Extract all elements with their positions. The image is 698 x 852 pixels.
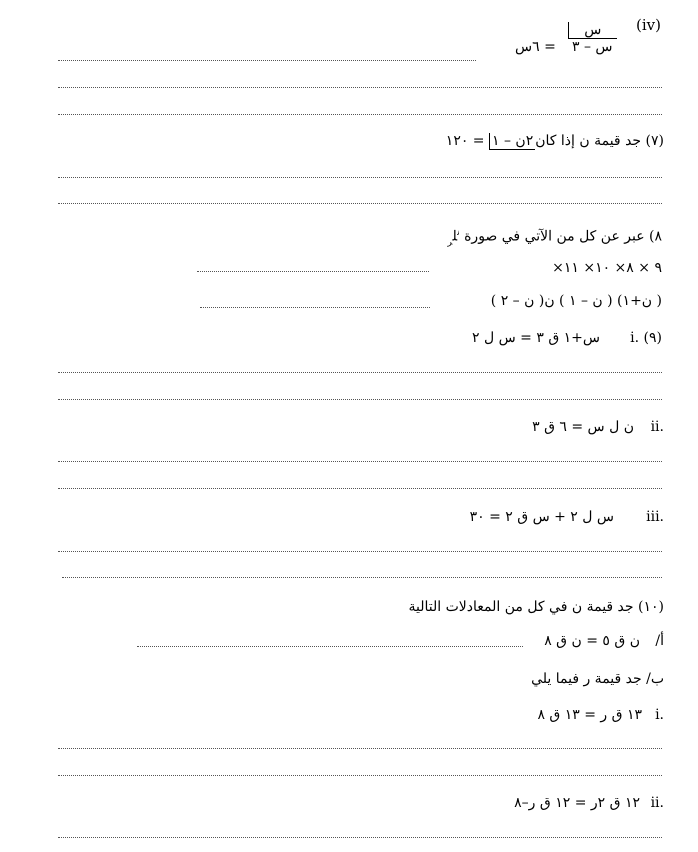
q8-form-main: ل xyxy=(452,228,458,245)
q8-item1: ٩ × ٨× ١٠× ١١× xyxy=(552,260,662,276)
answer-line[interactable] xyxy=(58,488,662,489)
answer-line[interactable] xyxy=(58,748,662,749)
q9-ii-expr: ن ل س = ٦ ق ٣ xyxy=(532,419,634,435)
q8-item2: ( ن+١) ( ن – ١ ) ن( ن – ٢ ) xyxy=(490,293,662,309)
q9-i-expr: س+١ ق ٣ = س ل ٢ xyxy=(472,330,600,346)
answer-line[interactable] xyxy=(58,372,662,373)
q10-i-label: .i xyxy=(655,707,664,723)
q9-ii-label: .ii xyxy=(650,419,664,435)
q-iv-label: (iv) xyxy=(636,16,661,34)
answer-line[interactable] xyxy=(58,837,662,838)
q8-title xyxy=(400,224,662,251)
q-iv-numerator: س xyxy=(568,22,617,39)
answer-line[interactable] xyxy=(62,577,662,578)
q7-expr: ٢ن – ١ xyxy=(489,133,535,150)
q10-i-expr: ١٣ ق ر = ١٣ ق ٨ xyxy=(537,707,642,723)
q7-text: (٧) جد قيمة ن إذا كان xyxy=(535,133,664,149)
answer-line[interactable] xyxy=(58,399,662,400)
q7-rhs: = ١٢٠ xyxy=(445,133,485,149)
q10-ii-expr: ١٢ ق ٢ر = ١٢ ق ر–٨ xyxy=(514,795,640,811)
q8-form-sub: ر xyxy=(447,237,453,248)
answer-line[interactable] xyxy=(58,775,662,776)
q8-text: ٨) عبر عن كل من الآتي في صورة xyxy=(464,228,662,245)
q10-a-expr: ن ق ٥ = ن ق ٨ xyxy=(544,633,640,649)
answer-line[interactable] xyxy=(137,646,523,647)
answer-line[interactable] xyxy=(58,60,476,61)
q10-a-label: أ/ xyxy=(655,633,664,649)
q9-iii-expr: س ل ٢ + س ق ٢ = ٣٠ xyxy=(469,509,614,525)
q10-ii-label: .ii xyxy=(650,795,664,811)
q-iv-rhs: = ٦س xyxy=(515,39,556,55)
answer-line[interactable] xyxy=(58,87,662,88)
answer-line[interactable] xyxy=(197,271,429,272)
q9-i-label: (٩) .i xyxy=(630,330,662,346)
q10-text: (١٠) جد قيمة ن في كل من المعادلات التالية xyxy=(408,599,664,615)
answer-line[interactable] xyxy=(58,114,662,115)
q-iv-fraction xyxy=(568,22,617,55)
q7-line xyxy=(432,132,664,150)
answer-line[interactable] xyxy=(200,307,430,308)
q8-form-sup: ن xyxy=(457,228,460,238)
q-iv-denominator: س – ٣ xyxy=(572,39,613,55)
q9-iii-label: .iii xyxy=(646,509,664,525)
answer-line[interactable] xyxy=(58,203,662,204)
answer-line[interactable] xyxy=(58,461,662,462)
answer-line[interactable] xyxy=(58,177,662,178)
answer-line[interactable] xyxy=(58,551,662,552)
q10-b-text: ب/ جد قيمة ر فيما يلي xyxy=(531,671,664,687)
